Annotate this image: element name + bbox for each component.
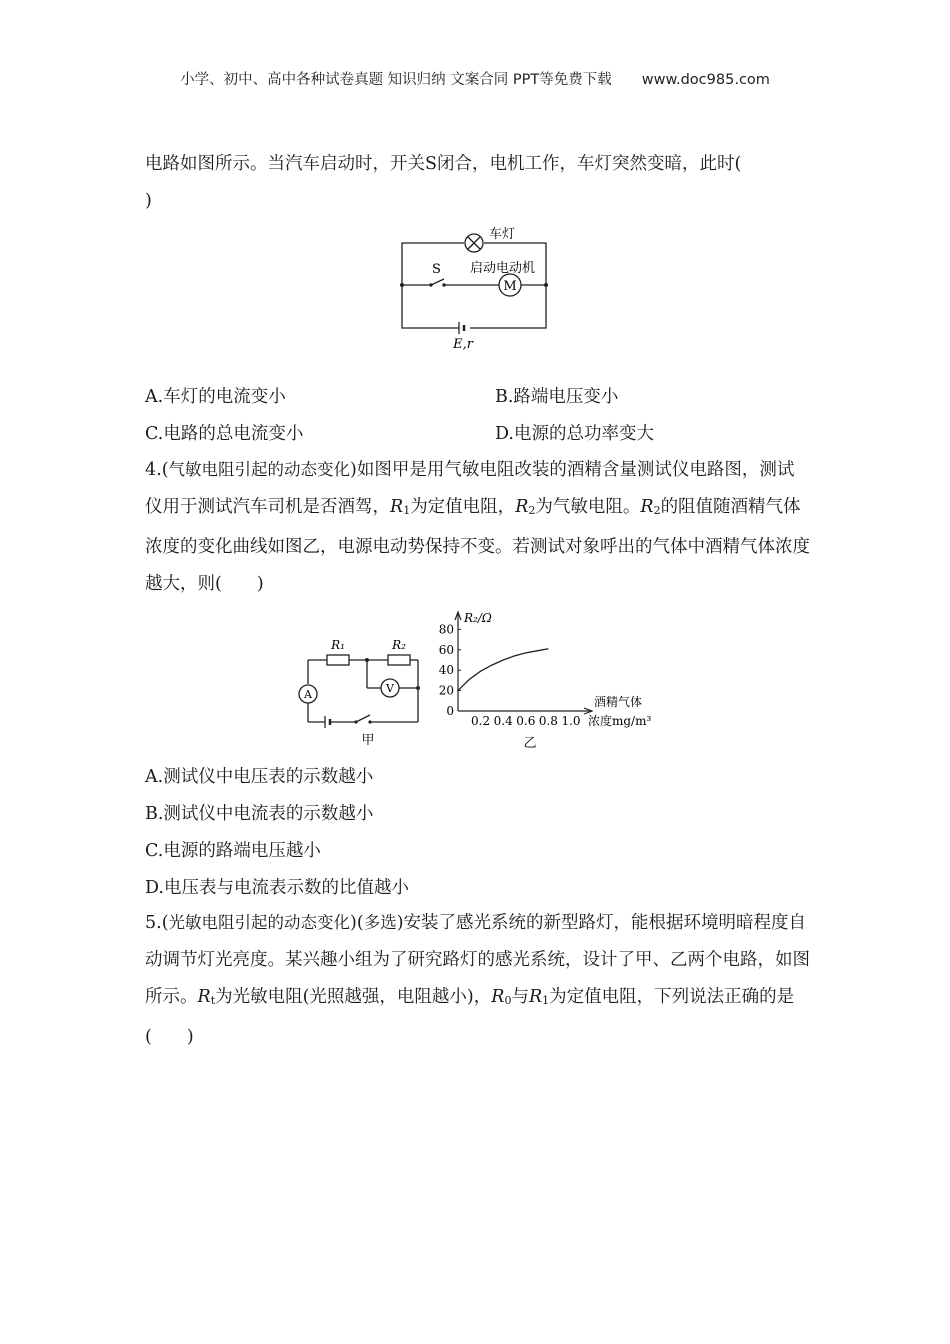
q3-stem-end: ) [145, 191, 152, 211]
q4-jia-caption: 甲 [361, 733, 375, 748]
q5-r1-symbol: R [528, 987, 543, 1007]
q4-option-a[interactable]: A.测试仪中电压表的示数越小 [145, 767, 374, 787]
x-tick-label: 0.2 [471, 714, 491, 728]
q4-option-b[interactable]: B.测试仪中电流表的示数越小 [145, 804, 374, 824]
y-tick-label: 40 [438, 663, 454, 678]
q4-circuit-jia [290, 636, 430, 746]
q5-rt-symbol: R [197, 987, 211, 1007]
q4-option-d[interactable]: D.电压表与电流表示数的比值越小 [145, 878, 409, 898]
q4-graph-yi [432, 604, 662, 749]
q4-r1-symbol: R [390, 497, 404, 517]
q4-yi-xlabel-2: 浓度mg/m³ [588, 714, 652, 728]
q4-yi-caption: 乙 [523, 736, 537, 751]
q4-stem-a: )如图甲是用气敏电阻改装的酒精含量测试仪电路图，测试仪用于测试汽车司机是否酒驾， [145, 460, 795, 517]
q4-r1-sub: 1 [403, 504, 411, 517]
q5-r0-symbol: R [491, 987, 505, 1007]
r2-curve [458, 649, 548, 691]
page-header [0, 68, 950, 89]
q4-jia-r2-label: R₂ [392, 638, 406, 652]
q5-stem-d: 为定值电阻，下列说法正确的是( ) [145, 987, 795, 1047]
q5-r0-sub: 0 [504, 994, 512, 1007]
q5-stem-b: 为光敏电阻(光照越强，电阻越小)， [215, 987, 492, 1007]
q4-r2-symbol: R [515, 497, 529, 517]
q3-option-c[interactable]: C.电路的总电流变小 [145, 424, 304, 444]
q5-stem-a: )安装了感光系统的新型路灯，能根据环境明暗程度自动调节灯光亮度。某兴趣小组为了研究路灯的感光系统，设计了甲、乙两个电路，如图所示。 [145, 913, 810, 1007]
q3-motor-symbol: M [503, 279, 517, 294]
q4-stem-c: 为气敏电阻。 [535, 497, 641, 517]
q3-option-d[interactable]: D.电源的总功率变大 [495, 424, 654, 444]
q4-number: 4.( [145, 460, 169, 480]
q3-stem-text: 电路如图所示。当汽车启动时，开关S闭合，电机工作，车灯突然变暗，此时( [145, 154, 742, 174]
q4-r2b-sub: 2 [653, 504, 661, 517]
header-url[interactable]: www.doc985.com [641, 72, 770, 88]
q4-jia-r1-label: R₁ [331, 638, 345, 652]
q4-yi-xlabel-1: 酒精气体 [594, 695, 643, 709]
y-tick-label: 20 [438, 683, 454, 698]
q5-number: 5.( [145, 913, 169, 933]
q4-stem-b: 为定值电阻， [410, 497, 516, 517]
q5-stem [145, 904, 810, 1056]
q5-multi-select-tag: 多选 [363, 913, 397, 932]
x-tick-label: 0.8 [538, 714, 558, 728]
q5-stem-c: 与 [511, 987, 529, 1007]
q5-rt-sub: t [210, 994, 216, 1007]
x-tick-label: 0.6 [516, 714, 536, 728]
q3-motor-label: 启动电动机 [470, 261, 536, 276]
origin-label: 0 [446, 704, 454, 718]
q3-option-a[interactable]: A.车灯的电流变小 [145, 387, 286, 407]
q3-circuit-figure [395, 222, 565, 357]
x-tick-label: 0.4 [493, 714, 513, 728]
x-tick-label: 1.0 [561, 714, 581, 728]
y-tick-label: 60 [438, 642, 454, 657]
q5-mid: )( [350, 913, 364, 933]
q4-voltmeter-symbol: V [386, 682, 394, 695]
q3-source-label: E,r [453, 337, 473, 352]
q4-stem-d: 的阻值随酒精气体浓度的变化曲线如图乙，电源电动势保持不变。若测试对象呼出的气体中酒精气体浓度越大，则( ) [145, 497, 810, 594]
q4-stem [145, 451, 810, 603]
q4-option-c[interactable]: C.电源的路端电压越小 [145, 841, 321, 861]
q5-r1-sub: 1 [542, 994, 550, 1007]
q4-r2b-symbol: R [640, 497, 654, 517]
header-text: 小学、初中、高中各种试卷真题 知识归纳 文案合同 PPT等免费下载 [180, 72, 612, 88]
q3-switch-label: S [432, 262, 441, 277]
q3-lamp-label: 车灯 [489, 227, 516, 242]
q4-ammeter-symbol: A [304, 688, 312, 701]
q5-topic-tag: 光敏电阻引起的动态变化 [168, 913, 351, 932]
q3-option-b[interactable]: B.路端电压变小 [495, 387, 619, 407]
q4-r2-sub: 2 [528, 504, 536, 517]
y-tick-label: 80 [438, 622, 454, 637]
q4-yi-ylabel: R₂/Ω [464, 611, 492, 625]
q3-stem [145, 146, 810, 220]
q4-topic-tag: 气敏电阻引起的动态变化 [168, 460, 351, 479]
